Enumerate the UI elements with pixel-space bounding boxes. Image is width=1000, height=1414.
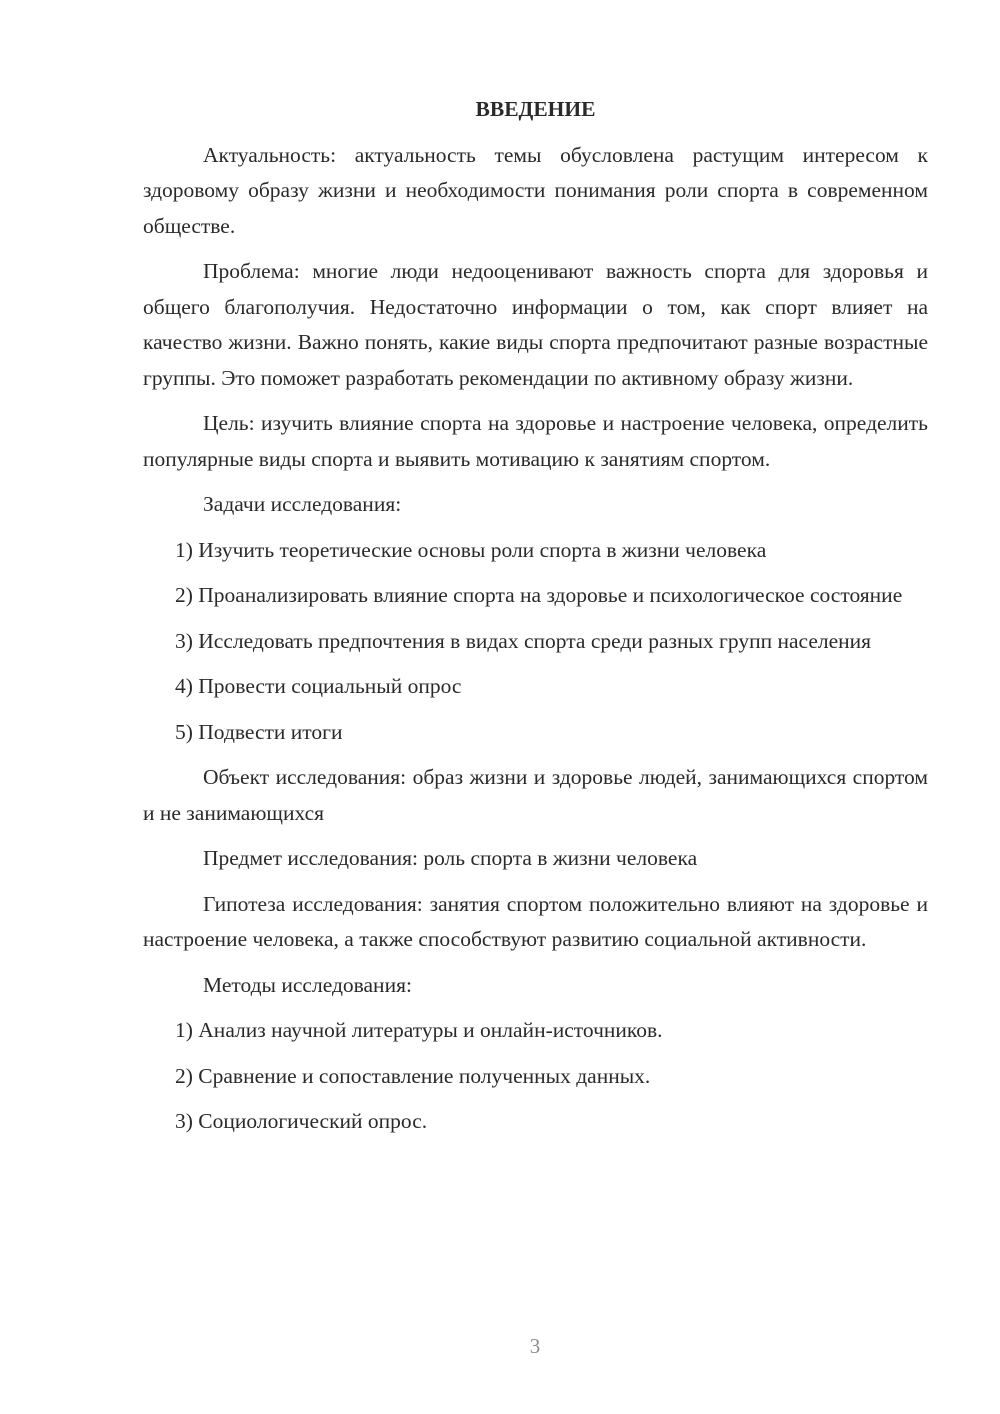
task-item-2: 2) Проанализировать влияние спорта на здоровье и психологическое состояние: [175, 583, 903, 607]
task-item-5: 5) Подвести итоги: [175, 719, 343, 744]
task-item-3: 3) Исследовать предпочтения в видах спорта среди разных групп населения: [175, 628, 872, 653]
methods-heading: Методы исследования:: [203, 972, 412, 997]
section-title: ВВЕДЕНИЕ: [475, 97, 596, 121]
relevance-paragraph: Актуальность: актуальность темы обусловлена растущим интересом к здоровому образу жизни и необходимости понимания роли спорта в современном обществе.: [143, 142, 928, 238]
page-number: 3: [529, 1334, 541, 1358]
object-paragraph: Объект исследования: образ жизни и здоровье людей, занимающихся спортом и не занимающихся: [143, 765, 928, 825]
task-item-4: 4) Провести социальный опрос: [175, 674, 462, 698]
goal-paragraph: Цель: изучить влияние спорта на здоровье и настроение человека, определить популярные виды спорта и выявить мотивацию к занятиям спортом.: [143, 411, 928, 471]
task-item-1: 1) Изучить теоретические основы роли спорта в жизни человека: [175, 537, 767, 562]
method-item-3: 3) Социологический опрос.: [175, 1109, 428, 1133]
hypothesis-paragraph: Гипотеза исследования: занятия спортом положительно влияют на здоровье и настроение человека, а также способствуют развитию социальной активности.: [143, 891, 928, 951]
problem-paragraph: Проблема: многие люди недооценивают важность спорта для здоровья и общего благополучия. Недостаточно информации о том, как спорт влияет на качество жизни. Важно понять, какие виды спорта предпочитают разные возрастные группы. Это поможет разработать рекомендации по активному образу жизни.: [143, 259, 928, 390]
subject-paragraph: Предмет исследования: роль спорта в жизни человека: [203, 846, 698, 870]
tasks-heading: Задачи исследования:: [203, 492, 402, 516]
method-item-1: 1) Анализ научной литературы и онлайн-источников.: [175, 1018, 663, 1042]
method-item-2: 2) Сравнение и сопоставление полученных данных.: [175, 1063, 651, 1088]
document-body: [143, 92, 928, 1150]
